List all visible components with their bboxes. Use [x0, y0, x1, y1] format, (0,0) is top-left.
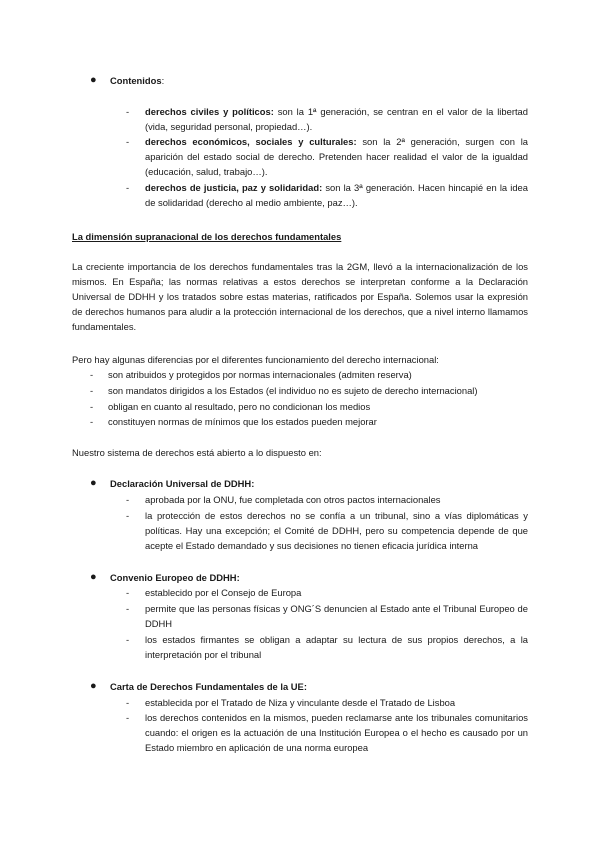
dash-marker: - [126, 587, 130, 598]
dash-marker: - [126, 712, 130, 723]
dash-marker: - [90, 416, 94, 427]
bullet-icon: ● [90, 571, 97, 583]
instrument-item: permite que las personas físicas y ONG´S denuncien al Estado ante el Tribunal Europeo de DDHH [145, 603, 528, 629]
dash-marker: - [126, 494, 130, 505]
dash-marker: - [126, 136, 130, 147]
instrument-heading: Declaración Universal de DDHH: [110, 478, 255, 489]
system-intro: Nuestro sistema de derechos está abierto a lo dispuesto en: [72, 447, 322, 458]
difference-item: son mandatos dirigidos a los Estados (el individuo no es sujeto de derecho internacional) [108, 385, 478, 396]
intro-paragraph: La creciente importancia de los derechos fundamentales tras la 2GM, llevó a la internacionalización de los mismos. En España; las normas relativas a estos derechos se interpretan conforme a la Declaración Universal de DDHH y los tratados sobre estas materias, ratificados por España. Solemos usar la expresión de derechos humanos para aludir a la protección internacional de los derechos, que a nivel interno llamamos fundamentales. [72, 261, 528, 332]
bullet-icon: ● [90, 477, 97, 489]
contenidos-item: derechos de justicia, paz y solidaridad: son la 3ª generación. Hacen hincapié en la idea de solidaridad (derecho al medio ambiente, paz…). [145, 182, 528, 208]
dash-marker: - [90, 401, 94, 412]
instrument-heading: Convenio Europeo de DDHH: [110, 572, 240, 583]
instrument-item: la protección de estos derechos no se confía a un tribunal, sino a vías diplomáticas y políticas. Hay una excepción; el Comité de DDHH, pero su competencia depende de que acepte el Estado demandado y sus decisiones no tienen eficacia jurídica interna [145, 510, 528, 551]
dash-marker: - [126, 603, 130, 614]
difference-item: constituyen normas de mínimos que los estados pueden mejorar [108, 416, 377, 427]
bullet-icon: ● [90, 74, 97, 86]
dash-marker: - [90, 369, 94, 380]
instrument-item: los estados firmantes se obligan a adaptar su lectura de sus propios derechos, a la interpretación por el tribunal [145, 634, 528, 660]
dash-marker: - [126, 182, 130, 193]
differences-intro: Pero hay algunas diferencias por el diferentes funcionamiento del derecho internacional: [72, 354, 439, 365]
instrument-item: establecido por el Consejo de Europa [145, 587, 302, 598]
section-title: La dimensión supranacional de los derechos fundamentales [72, 231, 342, 242]
instrument-heading: Carta de Derechos Fundamentales de la UE: [110, 681, 307, 692]
instrument-item: los derechos contenidos en la mismos, pueden reclamarse ante los tribunales comunitarios cuando: el origen es la actuación de una Institución Europea o el hecho es causado por un Estado miembro en aplicación de una norma europea [145, 712, 528, 753]
instrument-item: aprobada por la ONU, fue completada con otros pactos internacionales [145, 494, 441, 505]
dash-marker: - [126, 634, 130, 645]
contenidos-heading: Contenidos: [110, 75, 165, 86]
difference-item: son atribuidos y protegidos por normas internacionales (admiten reserva) [108, 369, 412, 380]
difference-item: obligan en cuanto al resultado, pero no condicionan los medios [108, 401, 371, 412]
dash-marker: - [126, 697, 130, 708]
instrument-item: establecida por el Tratado de Niza y vinculante desde el Tratado de Lisboa [145, 697, 456, 708]
dash-marker: - [126, 510, 130, 521]
dash-marker: - [126, 106, 130, 117]
dash-marker: - [90, 385, 94, 396]
bullet-icon: ● [90, 680, 97, 692]
contenidos-item: derechos civiles y políticos: son la 1ª generación, se centran en el valor de la libertad (vida, seguridad personal, propiedad…). [145, 106, 528, 132]
contenidos-item: derechos económicos, sociales y culturales: son la 2ª generación, surgen con la aparición del estado social de derecho. Pretenden hacer realidad el valor de la igualdad (educación, salud, trabajo…). [145, 136, 528, 177]
